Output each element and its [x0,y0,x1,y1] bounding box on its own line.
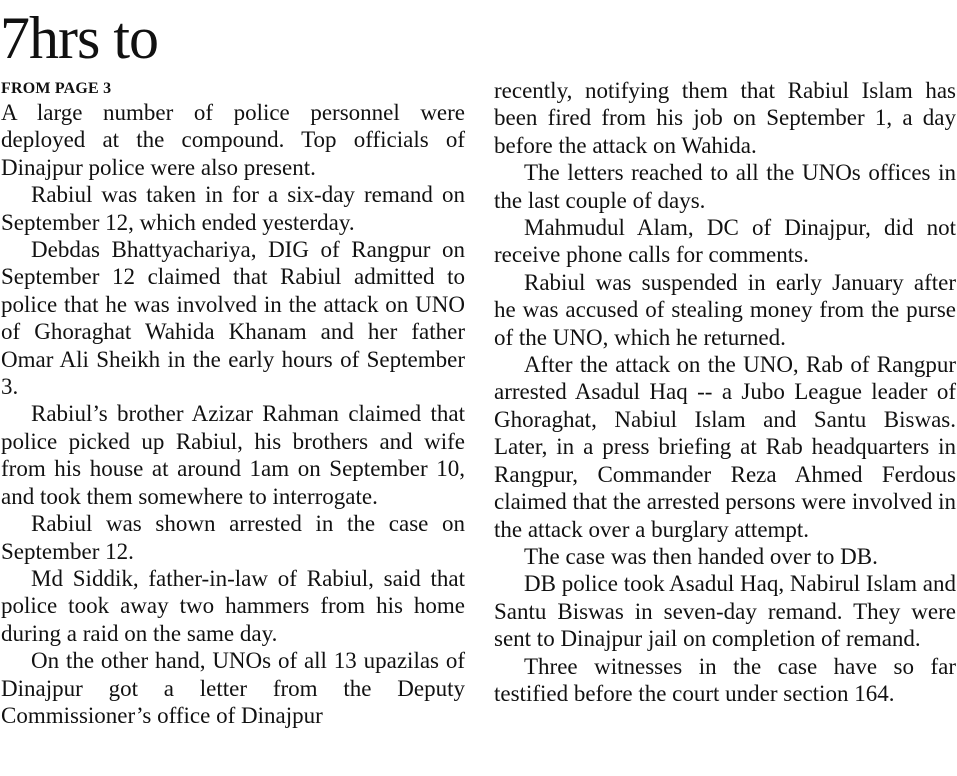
jump-line: FROM PAGE 3 [1,80,112,97]
paragraph: On the other hand, UNOs of all 13 upazilas of Dinajpur got a letter from the Deputy Commissioner’s office of Dinajpur [1,648,465,728]
paragraph: After the attack on the UNO, Rab of Rangpur arrested Asadul Haq -- a Jubo League leader of Ghoraghat, Nabiul Islam and Santu Biswas. Later, in a press briefing at Rab headquarters in Rangpur, Commander Reza Ahmed Ferdous claimed that the arrested persons were involved in the attack over a burglary attempt. [494,352,956,542]
headline: 7hrs to [0,5,158,71]
left-column [1,99,465,729]
paragraph: Debdas Bhattyachariya, DIG of Rangpur on September 12 claimed that Rabiul admitted to police that he was involved in the attack on UNO of Ghoraghat Wahida Khanam and her father Omar Ali Sheikh in the early hours of September 3. [1,237,465,400]
paragraph: Rabiul’s brother Azizar Rahman claimed that police picked up Rabiul, his brothers and wife from his house at around 1am on September 10, and took them somewhere to interrogate. [1,401,465,509]
paragraph: Md Siddik, father-in-law of Rabiul, said that police took away two hammers from his home during a raid on the same day. [1,565,465,646]
paragraph: Rabiul was suspended in early January after he was accused of stealing money from the purse of the UNO, which he returned. [494,269,956,350]
paragraph: Rabiul was shown arrested in the case on September 12. [1,511,465,564]
paragraph: The letters reached to all the UNOs offices in the last couple of days. [494,160,956,213]
paragraph: DB police took Asadul Haq, Nabirul Islam and Santu Biswas in seven-day remand. They were sent to Dinajpur jail on completion of remand. [494,571,956,652]
paragraph: A large number of police personnel were deployed at the compound. Top officials of Dinajpur police were also present. [1,100,465,180]
right-column [494,77,956,707]
paragraph: Mahmudul Alam, DC of Dinajpur, did not receive phone calls for comments. [494,215,956,268]
paragraph: The case was then handed over to DB. [524,543,878,569]
paragraph: Rabiul was taken in for a six-day remand on September 12, which ended yesterday. [1,182,465,235]
paragraph: recently, notifying them that Rabiul Islam has been fired from his job on September 1, a day before the attack on Wahida. [494,78,956,158]
paragraph: Three witnesses in the case have so far testified before the court under section 164. [494,653,956,706]
